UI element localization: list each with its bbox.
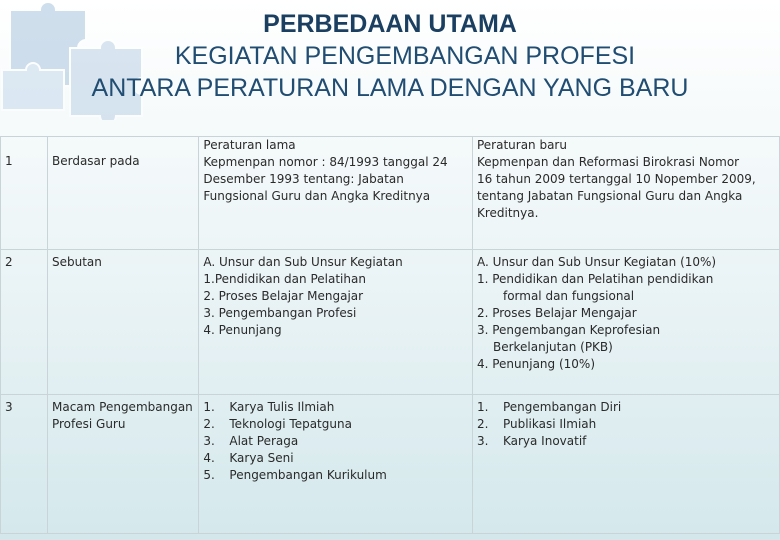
- item-number: 3.: [203, 434, 215, 448]
- cell-text-line: Desember 1993 tentang: Jabatan: [203, 172, 404, 186]
- list-item: [477, 399, 775, 416]
- row-number: 3: [1, 395, 48, 534]
- new-regulation-cell: [472, 137, 779, 250]
- item-text: Pengembangan Diri: [502, 400, 622, 414]
- cell-text-line: 2. Proses Belajar Mengajar: [476, 306, 637, 320]
- item-text: Alat Peraga: [229, 434, 299, 448]
- cell-text-line: Kreditnya.: [476, 206, 539, 220]
- item-number: 4.: [203, 451, 215, 465]
- item-number: 5.: [203, 468, 215, 482]
- item-number: 1.: [203, 400, 215, 414]
- list-item: [477, 433, 775, 450]
- item-text: Pengembangan Kurikulum: [229, 468, 387, 482]
- row-number: 1: [1, 137, 48, 250]
- cell-text-line: 1.Pendidikan dan Pelatihan: [203, 272, 366, 286]
- cell-text-line: 1. Pendidikan dan Pelatihan pendidikan: [476, 272, 714, 286]
- new-regulation-cell: [472, 250, 779, 395]
- cell-text-line: A. Unsur dan Sub Unsur Kegiatan: [203, 255, 403, 269]
- cell-text-line: 3. Pengembangan Keprofesian: [476, 323, 661, 337]
- list-item: [203, 399, 468, 416]
- comparison-table: [0, 136, 780, 534]
- old-regulation-cell: [199, 250, 473, 395]
- old-development-list: [203, 399, 468, 484]
- cell-text-line: Kepmenpan nomor : 84/1993 tanggal 24: [203, 155, 448, 169]
- cell-text-line: Kepmenpan dan Reformasi Birokrasi Nomor: [476, 155, 740, 169]
- cell-text-line: Macam Pengembangan: [51, 400, 193, 414]
- old-regulation-heading: Peraturan lama: [203, 138, 296, 152]
- list-item: [203, 433, 468, 450]
- cell-text-line: 2. Proses Belajar Mengajar: [203, 289, 364, 303]
- cell-text-line: 3. Pengembangan Profesi: [203, 306, 357, 320]
- old-regulation-cell: [199, 137, 473, 250]
- aspect-cell: Berdasar pada: [47, 137, 198, 250]
- item-number: 2.: [203, 417, 215, 431]
- cell-text-line: 4. Penunjang (10%): [476, 357, 595, 371]
- aspect-cell: Sebutan: [47, 250, 198, 395]
- old-regulation-cell: [199, 395, 473, 534]
- item-text: Karya Inovatif: [502, 434, 587, 448]
- row-number: 2: [1, 250, 48, 395]
- new-development-list: [477, 399, 775, 450]
- item-number: 2.: [476, 417, 489, 431]
- item-text: Karya Tulis Ilmiah: [229, 400, 335, 414]
- table-row: [1, 137, 780, 250]
- table-row: [1, 395, 780, 534]
- new-regulation-cell: [472, 395, 779, 534]
- cell-text-line: Fungsional Guru dan Angka Kreditnya: [203, 189, 431, 203]
- cell-text-line: Profesi Guru: [51, 417, 126, 431]
- cell-text-line: tentang Jabatan Fungsional Guru dan Angka: [476, 189, 743, 203]
- cell-text-line: A. Unsur dan Sub Unsur Kegiatan (10%): [476, 255, 717, 269]
- item-number: 1.: [476, 400, 489, 414]
- list-item: [203, 416, 468, 433]
- title-line-3: ANTARA PERATURAN LAMA DENGAN YANG BARU: [91, 74, 689, 102]
- title-line-1: PERBEDAAN UTAMA: [263, 10, 517, 38]
- aspect-cell: [47, 395, 198, 534]
- list-item: [477, 416, 775, 433]
- cell-text-line: Berkelanjutan (PKB): [492, 340, 613, 354]
- new-regulation-heading: Peraturan baru: [476, 138, 567, 152]
- title-line-2: KEGIATAN PENGEMBANGAN PROFESI: [174, 42, 636, 70]
- cell-text-line: 4. Penunjang: [203, 323, 282, 337]
- item-text: Karya Seni: [229, 451, 294, 465]
- item-number: 3.: [476, 434, 489, 448]
- item-text: Teknologi Tepatguna: [229, 417, 352, 431]
- slide-title: [0, 8, 780, 104]
- cell-text-line: 16 tahun 2009 tertanggal 10 Nopember 2009,: [476, 172, 756, 186]
- list-item: [203, 450, 468, 467]
- list-item: [203, 467, 468, 484]
- table-row: [1, 250, 780, 395]
- cell-text-line: formal dan fungsional: [502, 289, 635, 303]
- item-text: Publikasi Ilmiah: [502, 417, 597, 431]
